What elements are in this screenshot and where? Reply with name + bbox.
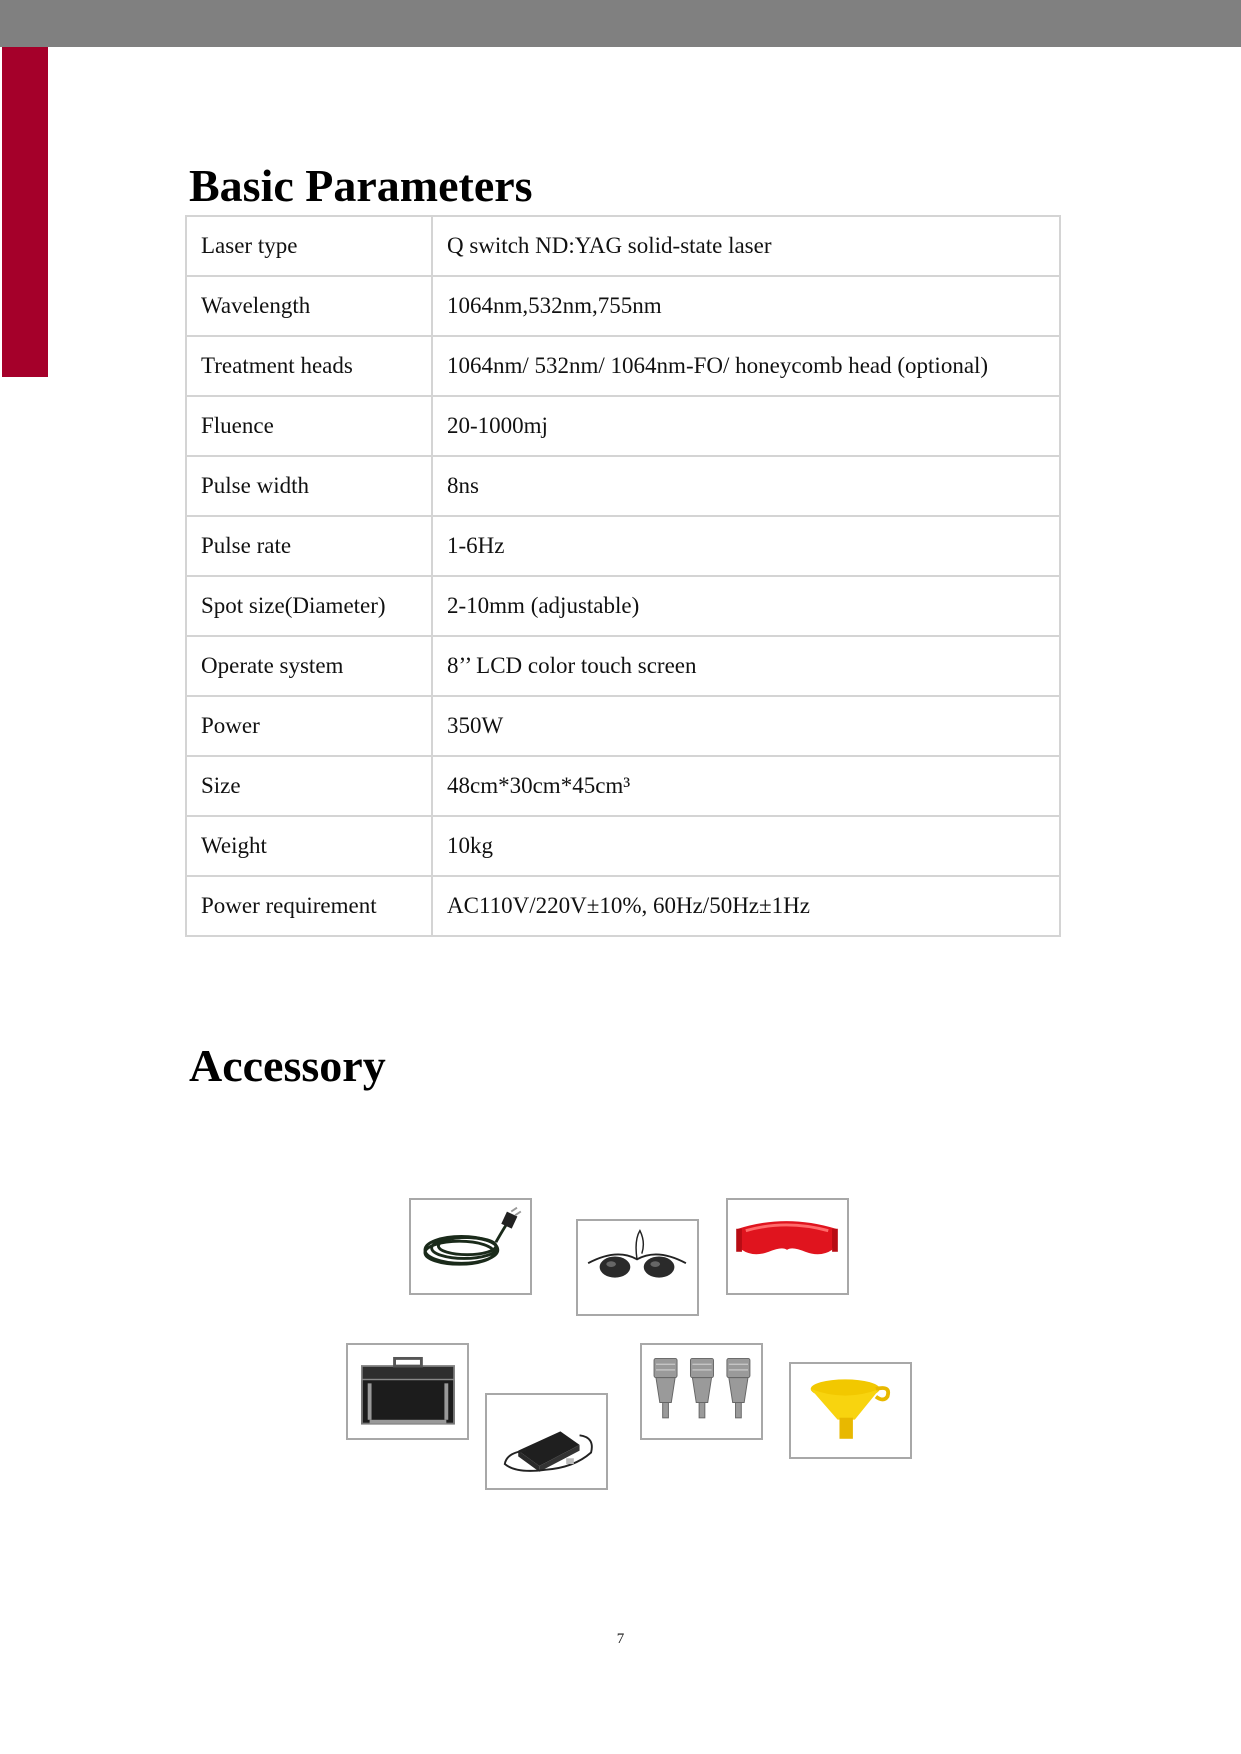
table-row xyxy=(186,336,1060,396)
water-funnel-icon xyxy=(789,1362,912,1459)
basic-parameters-heading: Basic Parameters xyxy=(189,160,533,211)
param-value: 1064nm,532nm,755nm xyxy=(432,276,1060,336)
table-row xyxy=(186,516,1060,576)
param-label: Operate system xyxy=(186,636,432,696)
table-row xyxy=(186,636,1060,696)
param-label: Weight xyxy=(186,816,432,876)
param-label: Spot size(Diameter) xyxy=(186,576,432,636)
param-label: Pulse width xyxy=(186,456,432,516)
table-row xyxy=(186,396,1060,456)
side-accent-strip xyxy=(2,47,48,377)
param-label: Treatment heads xyxy=(186,336,432,396)
table-row xyxy=(186,576,1060,636)
table-row xyxy=(186,696,1060,756)
table-row xyxy=(186,876,1060,936)
param-value: AC110V/220V±10%, 60Hz/50Hz±1Hz xyxy=(432,876,1060,936)
power-cable-icon xyxy=(409,1198,532,1295)
foot-pedal-icon xyxy=(485,1393,608,1490)
param-label: Laser type xyxy=(186,216,432,276)
page-number: 7 xyxy=(616,1631,625,1647)
param-label: Fluence xyxy=(186,396,432,456)
param-value: 350W xyxy=(432,696,1060,756)
top-header-bar xyxy=(0,0,1241,47)
table-row xyxy=(186,756,1060,816)
parameters-table xyxy=(185,215,1061,937)
param-value: 10kg xyxy=(432,816,1060,876)
table-row xyxy=(186,276,1060,336)
param-value: 1064nm/ 532nm/ 1064nm-FO/ honeycomb head (optional) xyxy=(432,336,1060,396)
table-row xyxy=(186,216,1060,276)
param-label: Power requirement xyxy=(186,876,432,936)
param-value: Q switch ND:YAG solid-state laser xyxy=(432,216,1060,276)
param-value: 48cm*30cm*45cm³ xyxy=(432,756,1060,816)
param-value: 8ns xyxy=(432,456,1060,516)
param-label: Pulse rate xyxy=(186,516,432,576)
param-label: Power xyxy=(186,696,432,756)
param-value: 1-6Hz xyxy=(432,516,1060,576)
param-value: 2-10mm (adjustable) xyxy=(432,576,1060,636)
accessory-heading: Accessory xyxy=(189,1040,386,1091)
param-value: 20-1000mj xyxy=(432,396,1060,456)
param-value: 8’’ LCD color touch screen xyxy=(432,636,1060,696)
table-row xyxy=(186,456,1060,516)
param-label: Size xyxy=(186,756,432,816)
patient-eye-shield-icon xyxy=(576,1219,699,1316)
table-row xyxy=(186,816,1060,876)
carrying-case-icon xyxy=(346,1343,469,1440)
param-label: Wavelength xyxy=(186,276,432,336)
red-safety-goggles-icon xyxy=(726,1198,849,1295)
treatment-tips-icon xyxy=(640,1343,763,1440)
